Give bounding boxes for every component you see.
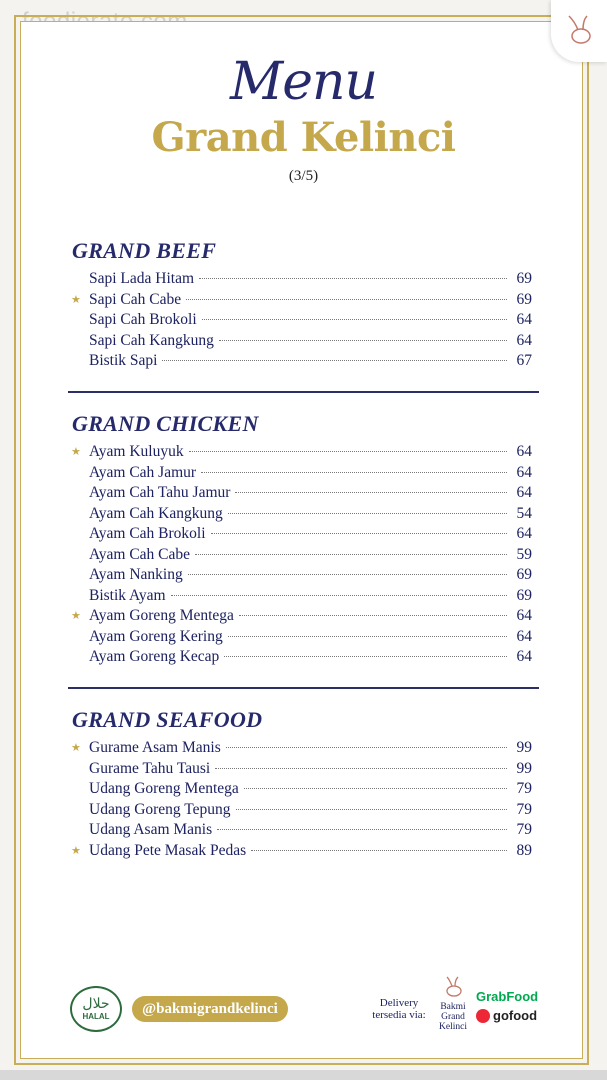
dot-leader [228,513,507,514]
dot-leader [244,788,507,789]
menu-item [72,842,532,863]
dot-leader [228,636,507,637]
dot-leader [215,768,507,769]
menu-item-price: 64 [516,627,532,645]
menu-title: Menu [230,52,377,112]
dot-leader [171,595,507,596]
dot-leader [251,850,507,851]
menu-item [72,443,532,464]
menu-item-price: 99 [516,739,532,756]
section-divider [68,391,539,393]
menu-item [72,484,532,505]
gofood-icon [476,1009,490,1023]
menu-item [72,546,532,567]
section-divider [68,687,539,689]
star-icon: ★ [71,446,81,458]
page-number: (3/5) [288,168,319,184]
menu-item-name: Bistik Ayam [89,586,166,604]
dot-leader [202,319,507,320]
brand-title: Grand Kelinci [151,114,456,161]
menu-item-price: 59 [516,545,532,563]
halal-label: HALAL [82,1011,110,1021]
dot-leader [217,829,507,830]
menu-item [72,291,532,312]
menu-item [72,332,532,353]
dot-leader [211,533,507,534]
menu-item [72,464,532,485]
menu-item-name: Ayam Goreng Mentega [89,607,234,624]
menu-item-price: 64 [516,484,532,501]
menu-item-price: 64 [516,525,532,542]
dot-leader [239,615,507,616]
menu-item-price: 79 [516,821,532,838]
menu-item [72,311,532,332]
menu-item-price: 69 [516,586,532,604]
menu-item [72,270,532,291]
dot-leader [224,656,507,657]
halal-arabic-text: حلال [82,996,110,1012]
menu-item-name: Ayam Goreng Kering [89,627,223,645]
menu-item-name: Ayam Cah Tahu Jamur [89,484,231,501]
menu-item-name: Udang Goreng Mentega [89,780,239,797]
menu-item [72,607,532,628]
brand-mini-text: Bakmi Grand Kelinci [439,1002,467,1032]
dot-leader [235,492,507,493]
delivery-text: Delivery tersedia via: [372,997,426,1021]
menu-item-name: Ayam Cah Cabe [89,545,191,563]
section-title: GRAND SEAFOOD [72,707,263,732]
dot-leader [236,809,507,810]
menu-item-name: Ayam Kuluyuk [89,443,184,460]
menu-item-price: 69 [516,290,532,308]
menu-item [72,648,532,669]
menu-item-list [72,739,532,862]
menu-item-list [72,443,532,669]
menu-item-price: 89 [516,841,532,859]
menu-item-price: 64 [516,331,532,349]
dot-leader [189,451,507,452]
menu-item-price: 99 [516,759,532,777]
star-icon: ★ [71,610,81,622]
menu-item-price: 64 [516,311,532,328]
menu-item-list [72,270,532,373]
menu-item-name: Udang Pete Masak Pedas [89,841,247,859]
menu-item-price: 54 [516,504,532,522]
menu-item-name: Gurame Asam Manis [89,739,221,756]
halal-badge [70,986,122,1032]
star-icon: ★ [71,293,81,306]
menu-item-price: 64 [516,648,532,665]
menu-item [72,739,532,760]
section-grand-beef [72,238,532,373]
section-title: GRAND CHICKEN [72,411,259,436]
menu-item [72,760,532,781]
menu-item-name: Sapi Lada Hitam [89,270,195,287]
menu-item-name: Udang Asam Manis [89,821,213,838]
menu-item-price: 67 [516,352,532,369]
dot-leader [186,299,507,300]
menu-item-name: Sapi Cah Kangkung [89,331,214,349]
dot-leader [226,747,507,748]
gofood-logo[interactable] [476,1008,537,1023]
menu-item-name: Ayam Cah Jamur [89,463,197,481]
rabbit-logo-icon [442,975,464,999]
section-grand-chicken [72,411,532,669]
bottom-bar [0,1070,607,1080]
menu-item-name: Sapi Cah Brokoli [89,311,197,328]
menu-item [72,352,532,373]
menu-item [72,505,532,526]
menu-item-price: 79 [516,800,532,818]
dot-leader [195,554,507,555]
menu-item [72,587,532,608]
menu-item [72,566,532,587]
grabfood-logo[interactable]: GrabFood [476,989,539,1004]
menu-item [72,821,532,842]
menu-item [72,780,532,801]
menu-item-name: Ayam Cah Brokoli [89,525,206,542]
menu-item-name: Ayam Goreng Kecap [89,648,220,665]
brand-mini-logo [430,975,476,1032]
dot-leader [201,472,507,473]
menu-item [72,801,532,822]
dot-leader [188,574,507,575]
menu-item-price: 64 [516,463,532,481]
menu-item-name: Udang Goreng Tepung [89,800,231,818]
instagram-handle[interactable]: @bakmigrandkelinci [132,996,288,1022]
dot-leader [199,278,507,279]
gofood-label: gofood [493,1008,538,1023]
menu-item-name: Ayam Cah Kangkung [89,504,223,522]
dot-leader [219,340,507,341]
menu-item-price: 64 [516,607,532,624]
menu-item-price: 64 [516,443,532,460]
menu-item-name: Sapi Cah Cabe [89,290,182,308]
section-grand-seafood [72,707,532,862]
menu-item-price: 69 [516,270,532,287]
menu-item-name: Gurame Tahu Tausi [89,759,211,777]
menu-item-name: Ayam Nanking [89,566,183,583]
menu-item [72,525,532,546]
menu-item-price: 79 [516,780,532,797]
menu-item-name: Bistik Sapi [89,352,158,369]
menu-item-price: 69 [516,566,532,583]
dot-leader [162,360,507,361]
star-icon: ★ [71,844,81,857]
section-title: GRAND BEEF [72,238,217,263]
star-icon: ★ [71,742,81,754]
menu-item [72,628,532,649]
